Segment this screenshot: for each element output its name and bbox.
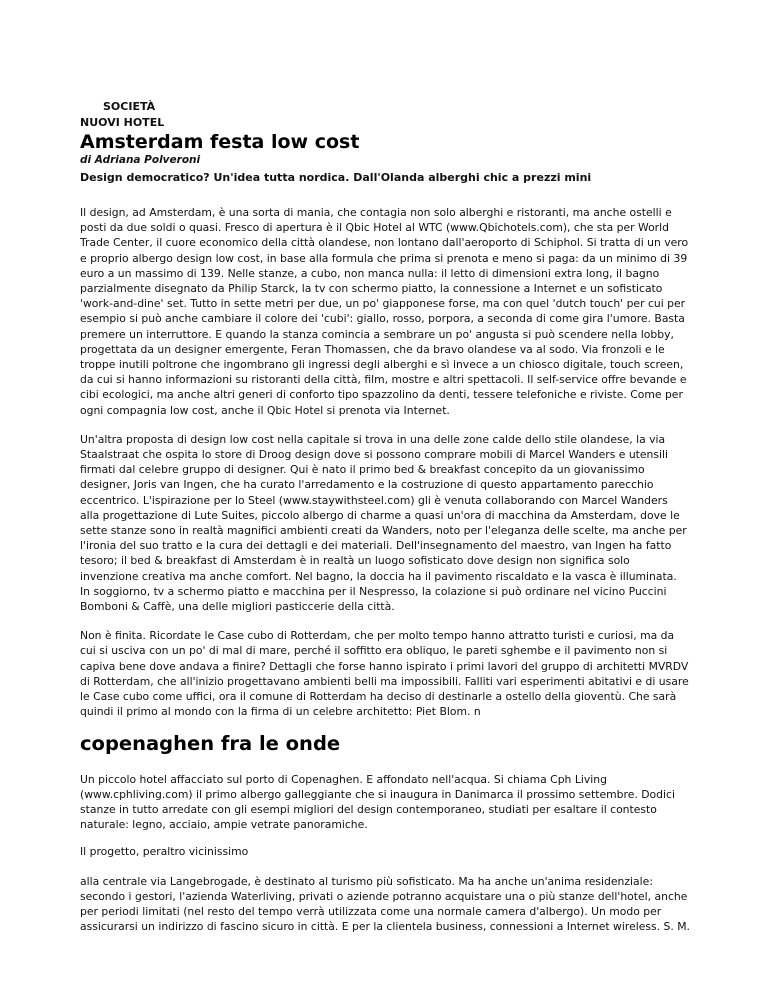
sidebar-paragraph-2: Il progetto, peraltro vicinissimo bbox=[80, 845, 249, 859]
article-title: Amsterdam festa low cost bbox=[80, 131, 360, 153]
sidebar-heading: copenaghen fra le onde bbox=[80, 731, 341, 755]
article-paragraph-2: Un'altra proposta di design low cost nella capitale si trova in una delle zone calde dello stile olandese, la via Staalstraat che ospita lo store di Droog design dove si possono comprare mobili di Marcel Wanders e utensili firmati dal celebre gruppo di designer. Qui è nato il primo bed & breakfast concepito da un giovanissimo designer, Joris van Ingen, che ha curato l'arredamento e la costruzione di questo appartamento parecchio eccentrico. L'ispirazione per lo Steel (www.staywithsteel.com) gli è venuta collaborando con Marcel Wanders alla progettazione di Lute Suites, piccolo albergo di charme a quasi un'ora di macchina da Amsterdam, dove le sette stanze sono in realtà magnifici ambienti creati da Wanders, noto per l'eleganza delle scelte, ma anche per l'ironia del suo tratto e la cura dei dettagli e dei materiali. Dell'insegnamento del maestro, van Ingen ha fatto tesoro; il bed & breakfast di Amsterdam è in realtà un luogo sofisticato dove design non significa solo invenzione creativa ma anche comfort. Nel bagno, la doccia ha il pavimento riscaldato e la vasca è illuminata. In soggiorno, tv a schermo piatto e macchina per il Nespresso, la colazione si può ordinare nel vicino Puccini Bomboni & Caffè, una delle migliori pasticcerie della città. bbox=[80, 432, 687, 614]
sidebar-paragraph-3: alla centrale via Langebrogade, è destinato al turismo più sofisticato. Ma ha anche un'anima residenziale: secondo i gestori, l'azienda Waterliving, privati o aziende potranno acquistare una o più stanze dell'hotel, anche per periodi limitati (nel resto del tempo verrà utilizzata come una normale camera d'albergo). Un modo per assicurarsi un indirizzo di fascino sicuro in città. E per la clientela business, connessioni a Internet wireless. S. M. bbox=[80, 874, 690, 934]
article-paragraph-1: Il design, ad Amsterdam, è una sorta di mania, che contagia non solo alberghi e ristoranti, ma anche ostelli e posti da due soldi o quasi. Fresco di apertura è il Qbic Hotel al WTC (www.Qbichotels.com), che sta per World Trade Center, il cuore economico della città olandese, non lontano dall'aeroporto di Schiphol. Si tratta di un vero e proprio albergo design low cost, in base alla formula che prima si prenota e meno si paga: da un minimo di 39 euro a un massimo di 139. Nelle stanze, a cubo, non manca nulla: il letto di dimensioni extra long, il bagno parzialmente disegnato da Philip Starck, la tv con schermo piatto, la connessione a Internet e un sofisticato 'work-and-dine' set. Tutto in sette metri per due, un po' giapponese forse, ma con quel 'dutch touch' per cui per esempio si può anche cambiare il colore dei 'cubi': giallo, rosso, porpora, a seconda di come gira l'umore. Basta premere un interruttore. E quando la stanza comincia a sembrare un po' angusta si può scendere nella lobby, progettata da un designer emergente, Feran Thomassen, che da bravo olandese va al sodo. Via fronzoli e le troppe inutili poltrone che ingombrano gli ingressi degli alberghi e sì invece a un chiosco digitale, touch screen, da cui si hanno informazioni su ristoranti della città, film, mostre e altri spettacoli. Il self-service offre bevande e cibi ecologici, ma anche altri generi di conforto tipo spazzolino da denti, tessere telefoniche e riviste. Come per ogni compagnia low cost, anche il Qbic Hotel si prenota via Internet. bbox=[80, 206, 689, 417]
section-label: SOCIETÀ bbox=[103, 100, 156, 113]
sidebar-paragraph-1: Un piccolo hotel affacciato sul porto di Copenaghen. E affondato nell'acqua. Si chiama Cph Living (www.cphliving.com) il primo albergo galleggiante che si inaugura in Danimarca il prossimo settembre. Dodici stanze in tutto arredate con gli esempi migliori del design contemporaneo, studiati per esaltare il contesto naturale: legno, acciaio, ampie vetrate panoramiche. bbox=[80, 772, 675, 832]
kicker-label: NUOVI HOTEL bbox=[80, 116, 165, 129]
byline: di Adriana Polveroni bbox=[80, 154, 201, 166]
article-deck: Design democratico? Un'idea tutta nordica. Dall'Olanda alberghi chic a prezzi mini bbox=[80, 171, 592, 184]
article-paragraph-3: Non è finita. Ricordate le Case cubo di Rotterdam, che per molto tempo hanno attratto turisti e curiosi, ma da cui si usciva con un po' di mal di mare, perché il soffitto era obliquo, le pareti sghembe e il pavimento non si capiva bene dove andava a finire? Dettagli che forse hanno ispirato i primi lavori del gruppo di architetti MVRDV di Rotterdam, che all'inizio progettavano ambienti belli ma impossibili. Falliti vari esperimenti abitativi e di usare le Case cubo come uffici, ora il comune di Rotterdam ha deciso di destinarle a ostello della gioventù. Che sarà quindi il primo al mondo con la firma di un celebre architetto: Piet Blom. n bbox=[80, 629, 689, 719]
article-page bbox=[80, 100, 690, 934]
